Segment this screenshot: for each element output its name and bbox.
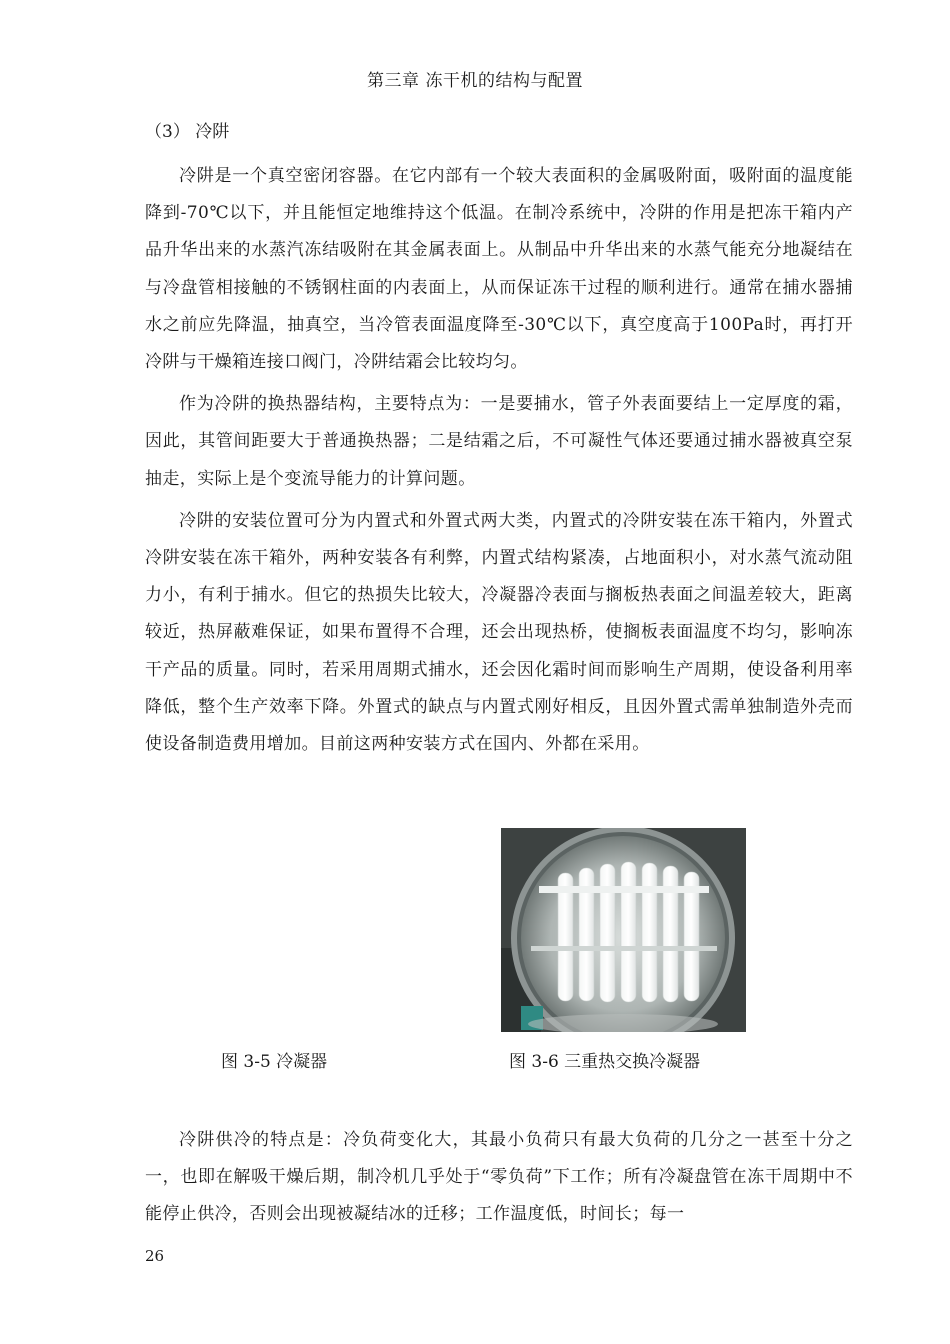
section-heading: （3） 冷阱 xyxy=(145,122,230,142)
figure-caption-left: 图 3-5 冷凝器 xyxy=(221,1052,328,1072)
paragraph: 冷阱的安装位置可分为内置式和外置式两大类，内置式的冷阱安装在冻干箱内，外置式冷阱安装在冻干箱外，两种安装各有利弊，内置式结构紧凑，占地面积小，对水蒸气流动阻力小，有利于捕水。但它的热损失比较大，冷凝器冷表面与搁板热表面之间温差较大，距离较近，热屏蔽难保证，如果布置得不合理，还会出现热桥，使搁板表面温度不均匀，影响冻干产品的质量。同时，若采用周期式捕水，还会因化霜时间而影响生产周期，使设备利用率降低，整个生产效率下降。外置式的缺点与内置式刚好相反，且因外置式需单独制造外壳而使设备制造费用增加。目前这两种安装方式在国内、外都在采用。 xyxy=(145,510,853,755)
paragraph: 冷阱是一个真空密闭容器。在它内部有一个较大表面积的金属吸附面，吸附面的温度能降到-70℃以下，并且能恒定地维持这个低温。在制冷系统中，冷阱的作用是把冻干箱内产品升华出来的水蒸汽冻结吸附在其金属表面上。从制品中升华出来的水蒸气能充分地凝结在与冷盘管相接触的不锈钢柱面的内表面上，从而保证冻干过程的顺利进行。通常在捕水器捕水之前应先降温，抽真空，当冷管表面温度降至-30℃以下，真空度高于100Pa时，再打开冷阱与干燥箱连接口阀门，冷阱结霜会比较均匀。 xyxy=(145,166,853,373)
paragraph: 冷阱供冷的特点是：冷负荷变化大，其最小负荷只有最大负荷的几分之一甚至十分之一，也即在解吸干燥后期，制冷机几乎处于“零负荷”下工作；所有冷凝盘管在冻干周期中不能停止供冷，否则会出现被凝结冰的迁移；工作温度低，时间长；每一 xyxy=(145,1130,853,1225)
figure-caption-right: 图 3-6 三重热交换冷凝器 xyxy=(509,1052,701,1072)
condenser-photo xyxy=(501,828,746,1032)
paragraph: 作为冷阱的换热器结构，主要特点为：一是要捕水，管子外表面要结上一定厚度的霜，因此，其管间距要大于普通换热器；二是结霜之后，不可凝性气体还要通过捕水器被真空泵抽走，实际上是个变流导能力的计算问题。 xyxy=(145,394,853,489)
main-content-continued xyxy=(145,1122,853,1239)
page-number: 26 xyxy=(145,1247,165,1265)
main-content xyxy=(145,118,853,768)
running-header: 第三章 冻干机的结构与配置 xyxy=(367,71,583,91)
